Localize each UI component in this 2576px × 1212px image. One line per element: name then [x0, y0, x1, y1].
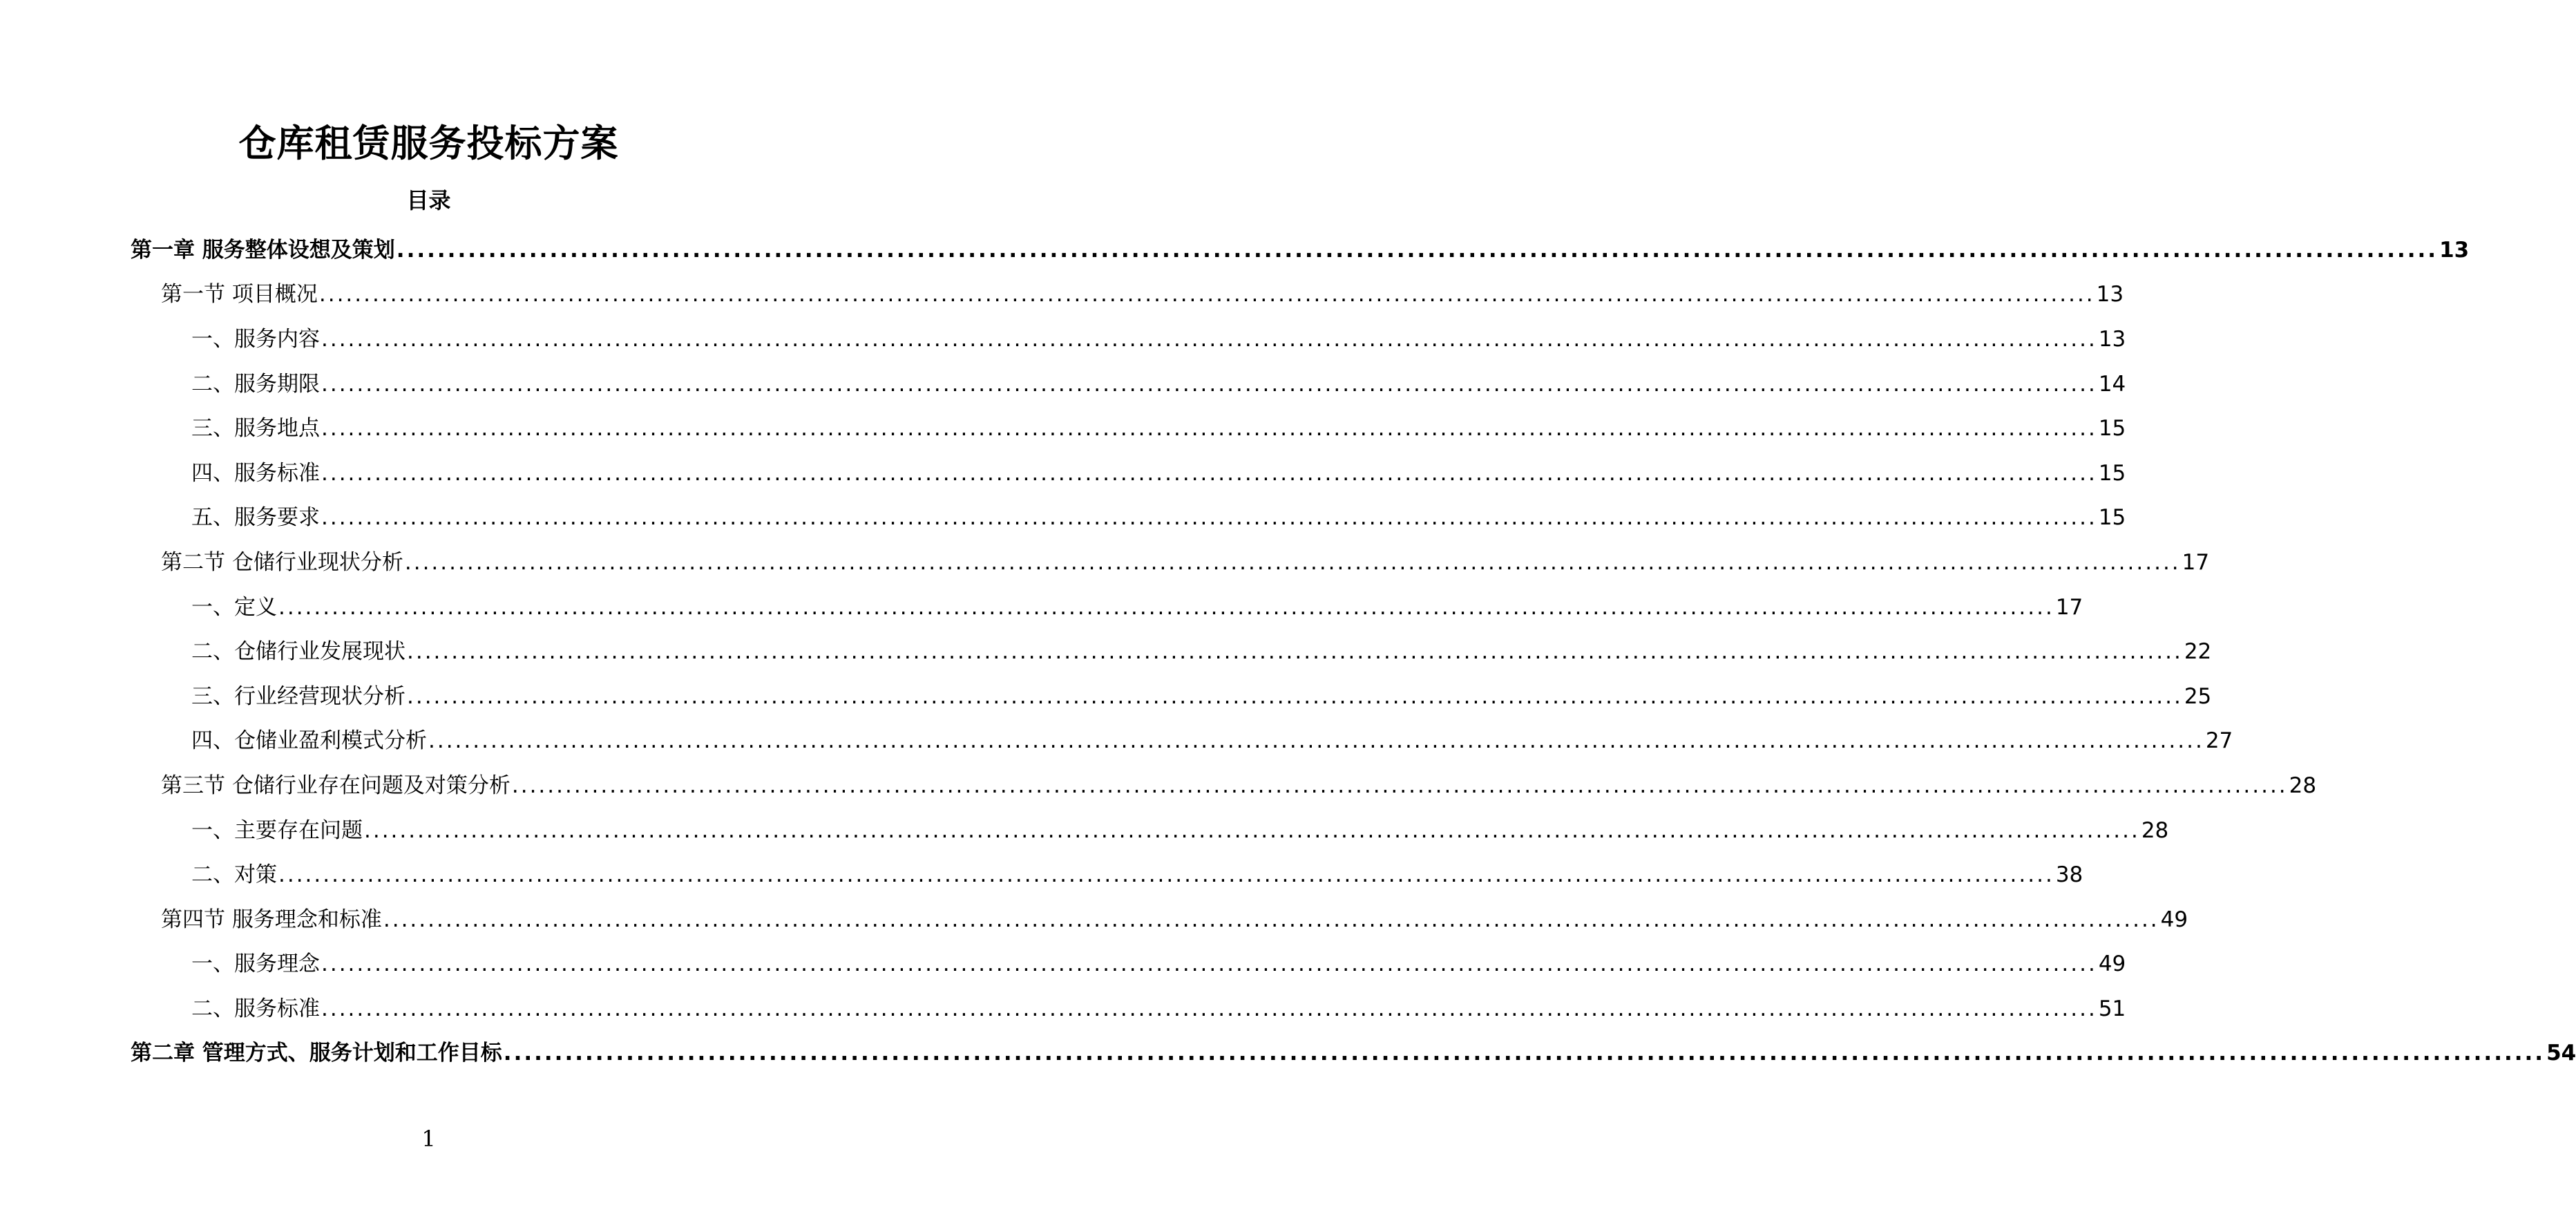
toc-entry-text: 第二节 仓储行业现状分析	[161, 550, 403, 575]
toc-dot-leader: ........................................................................................................................................................................................................	[321, 951, 2097, 976]
toc-entry-text: 一、定义	[191, 595, 277, 620]
toc-dot-leader: ........................................................................................................................................................................................................	[364, 818, 2140, 843]
toc-section-4[interactable]	[161, 902, 2188, 935]
toc-chapter-2[interactable]	[131, 1035, 2576, 1068]
toc-page-number: 25	[2184, 684, 2212, 709]
toc-entry-text: 二、仓储行业发展现状	[191, 639, 406, 664]
toc-item[interactable]	[191, 366, 2126, 399]
toc-entry-text: 三、行业经营现状分析	[191, 684, 406, 709]
toc-page-number: 15	[2098, 461, 2126, 486]
toc-entry-text: 四、仓储业盈利模式分析	[191, 728, 427, 753]
toc-entry-text: 第四节 服务理念和标准	[161, 907, 382, 932]
toc-dot-leader: ........................................................................................................................................................................................................	[321, 505, 2097, 530]
toc-dot-leader: ........................................................................................................................................................................................................	[511, 773, 2288, 798]
toc-entry-text: 第二章 管理方式、服务计划和工作目标	[131, 1041, 502, 1066]
toc-entry-text: 三、服务地点	[191, 416, 320, 441]
toc-entry-text: 四、服务标准	[191, 461, 320, 486]
toc-entry-text: 二、服务标准	[191, 996, 320, 1021]
toc-page-number: 49	[2160, 907, 2188, 932]
toc-dot-leader: ........................................................................................................................................................................................................	[407, 684, 2183, 709]
toc-dot-leader: ........................................................................................................................................................................................................	[278, 595, 2054, 620]
toc-dot-leader: ........................................................................................................................................................................................................	[321, 372, 2097, 397]
toc-dot-leader: ........................................................................................................................................................................................................	[321, 416, 2097, 441]
toc-dot-leader: ........................................................................................................................................................................................................	[428, 728, 2204, 753]
toc-entry-text: 二、对策	[191, 862, 277, 887]
toc-entry-text: 五、服务要求	[191, 505, 320, 530]
toc-page-number: 49	[2098, 951, 2126, 976]
page-number: 1	[421, 1126, 436, 1152]
toc-page-number: 13	[2098, 327, 2126, 352]
toc-dot-leader: ........................................................................................................................................................................................................	[321, 461, 2097, 486]
toc-section-3[interactable]	[161, 768, 2317, 801]
toc-page-number: 17	[2055, 595, 2083, 620]
toc-entry-text: 第三节 仓储行业存在问题及对策分析	[161, 773, 511, 798]
toc-item[interactable]	[191, 500, 2126, 533]
toc-page-number: 15	[2098, 416, 2126, 441]
toc-page-number: 28	[2289, 773, 2317, 798]
toc-section-1[interactable]	[161, 276, 2124, 310]
toc-entry-text: 一、主要存在问题	[191, 818, 363, 843]
toc-item[interactable]	[191, 679, 2212, 712]
toc-page-number: 38	[2055, 862, 2083, 887]
toc-item[interactable]	[191, 589, 2083, 623]
toc-page-number: 14	[2098, 372, 2126, 397]
toc-item[interactable]	[191, 946, 2126, 979]
toc-page-number: 54	[2546, 1041, 2576, 1066]
toc-entry-text: 一、服务理念	[191, 951, 320, 976]
toc-entry-text: 第一章 服务整体设想及策划	[131, 238, 395, 263]
toc-dot-leader: ........................................................................................................................................................................................................	[318, 282, 2095, 307]
toc-section-2[interactable]	[161, 545, 2210, 578]
toc-page-number: 28	[2141, 818, 2169, 843]
toc-item[interactable]	[191, 634, 2212, 667]
toc-item[interactable]	[191, 723, 2233, 756]
toc-item[interactable]	[191, 321, 2126, 354]
toc-page-number: 13	[2439, 238, 2470, 263]
toc-dot-leader: ........................................................................................................................................................................................................	[321, 327, 2097, 352]
toc-dot-leader: ........................................................................................................................................................................................................	[321, 996, 2097, 1021]
toc-page-number: 15	[2098, 505, 2126, 530]
toc-page-number: 17	[2182, 550, 2210, 575]
toc-entry-text: 二、服务期限	[191, 372, 320, 397]
toc-entry-text: 一、服务内容	[191, 327, 320, 352]
toc-entry-text: 第一节 项目概况	[161, 282, 318, 307]
toc-dot-leader: ........................................................................................................................................................................................................	[407, 639, 2183, 664]
toc-page-number: 27	[2205, 728, 2233, 753]
toc-chapter-1[interactable]	[131, 232, 2470, 265]
toc-dot-leader: ........................................................................................................................................................................................................	[383, 907, 2159, 932]
toc-item[interactable]	[191, 813, 2169, 846]
toc-dot-leader: ........................................................................................................................................................................................................	[404, 550, 2181, 575]
toc-dot-leader: ........................................................................................................................................................................................................	[503, 1041, 2546, 1066]
document-title: 仓库租赁服务投标方案	[238, 122, 619, 165]
toc-dot-leader: ........................................................................................................................................................................................................	[278, 862, 2054, 887]
toc-item[interactable]	[191, 455, 2126, 489]
toc-page-number: 51	[2098, 996, 2126, 1021]
toc-item[interactable]	[191, 857, 2083, 890]
toc-item[interactable]	[191, 410, 2126, 444]
toc-item[interactable]	[191, 991, 2126, 1024]
toc-page-number: 13	[2096, 282, 2124, 307]
toc-heading: 目录	[406, 187, 451, 214]
toc-page-number: 22	[2184, 639, 2212, 664]
toc-dot-leader: ........................................................................................................................................................................................................	[396, 238, 2439, 263]
